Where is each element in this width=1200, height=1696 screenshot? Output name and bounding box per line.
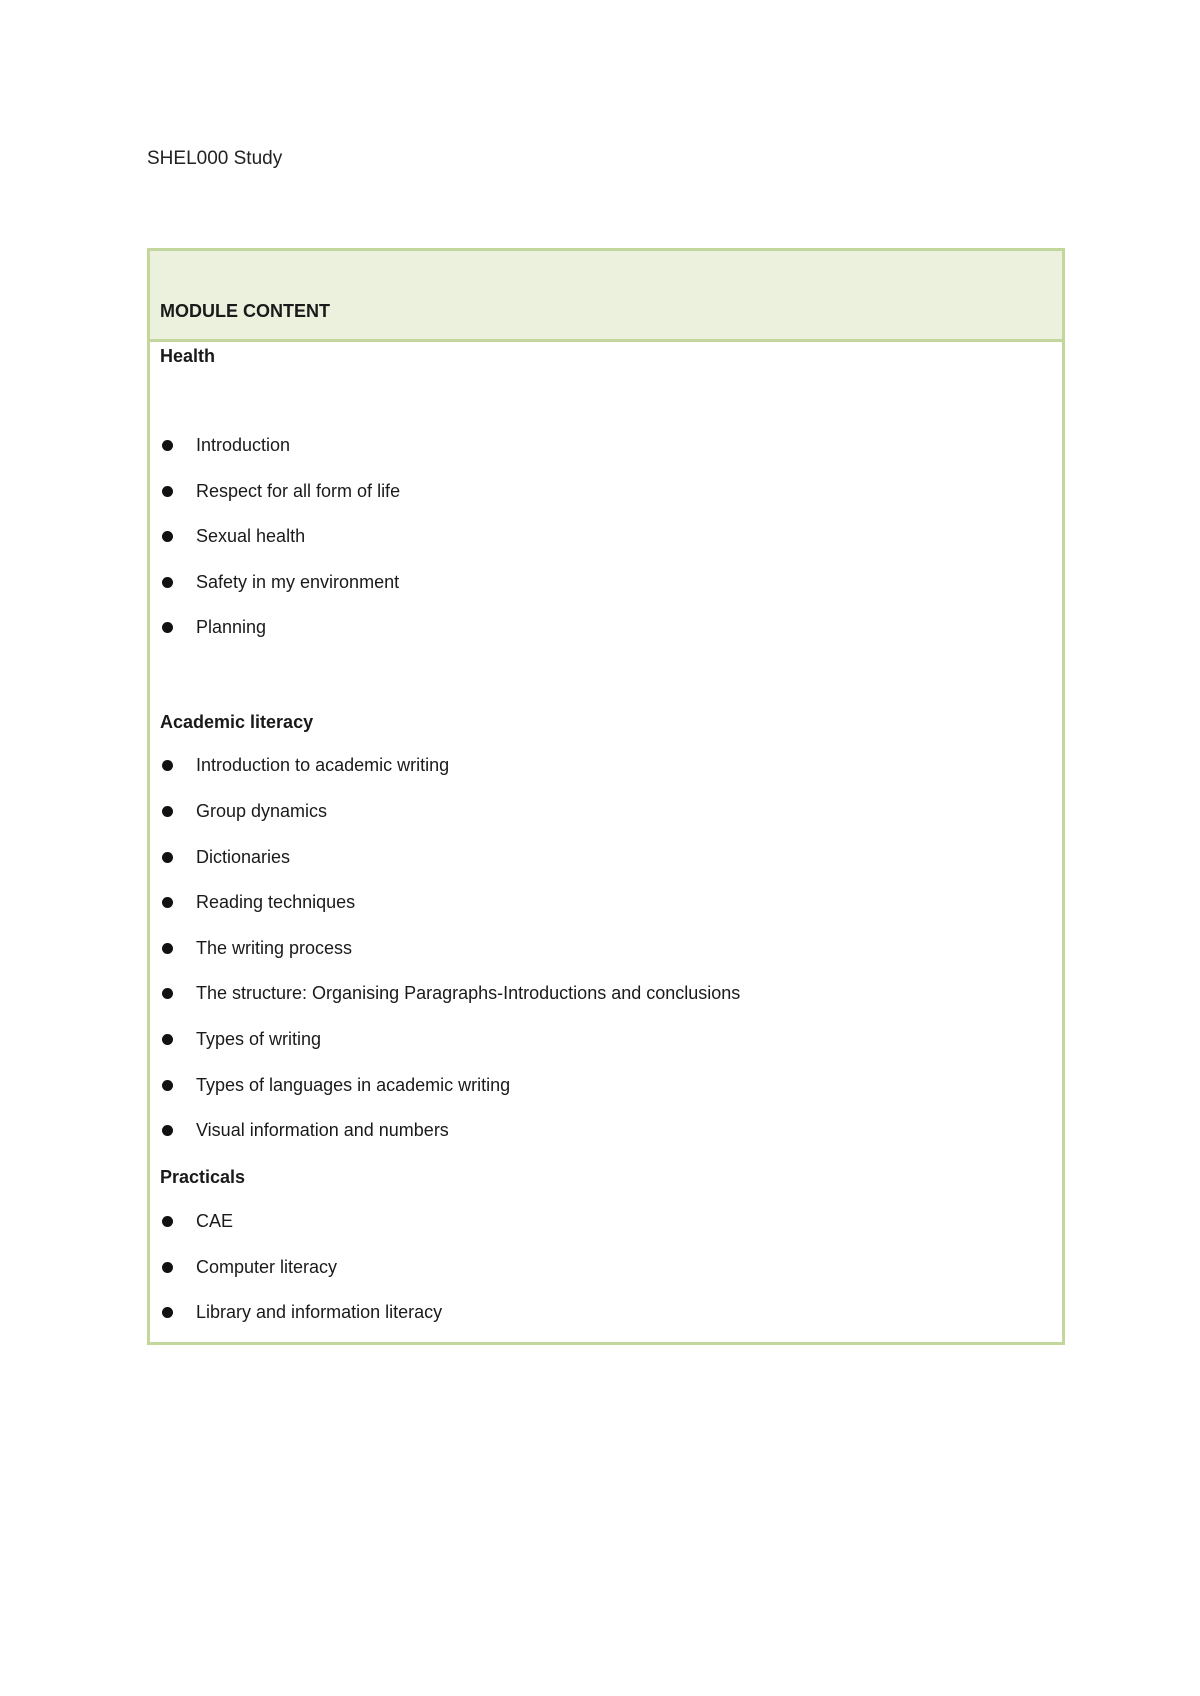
- list-item-label: Group dynamics: [196, 801, 328, 821]
- bullet-icon: [162, 1080, 173, 1091]
- list-item-label: Sexual health: [196, 526, 306, 546]
- bullet-icon: [162, 577, 173, 588]
- list-item: [160, 1208, 234, 1234]
- bullet-icon: [162, 1034, 173, 1045]
- bullet-icon: [162, 988, 173, 999]
- bullet-icon: [162, 622, 173, 633]
- bullet-icon: [162, 1216, 173, 1227]
- table-title: MODULE CONTENT: [160, 301, 330, 321]
- list-item: [160, 889, 356, 915]
- list-item-label: Computer literacy: [196, 1257, 338, 1277]
- list-item: [160, 569, 400, 595]
- bullet-icon: [162, 1262, 173, 1273]
- section-title-health: Health: [160, 346, 216, 366]
- bullet-icon: [162, 852, 173, 863]
- page-header: SHEL000 Study: [147, 148, 283, 169]
- list-item-label: Respect for all form of life: [196, 481, 401, 501]
- section-title-academic-literacy: Academic literacy: [160, 712, 314, 732]
- list-item: [160, 1026, 322, 1052]
- list-item: [160, 844, 291, 870]
- list-item-label: Safety in my environment: [196, 572, 400, 592]
- table-header: [150, 251, 1062, 342]
- list-item-label: Types of languages in academic writing: [196, 1075, 511, 1095]
- bullet-icon: [162, 760, 173, 771]
- list-item-label: Dictionaries: [196, 847, 291, 867]
- list-item: [160, 432, 291, 458]
- list-item: [160, 935, 353, 961]
- bullet-icon: [162, 943, 173, 954]
- list-item: [160, 1299, 443, 1325]
- bullet-icon: [162, 806, 173, 817]
- section-title-practicals: Practicals: [160, 1167, 246, 1187]
- bullet-icon: [162, 1307, 173, 1318]
- list-item: [160, 980, 741, 1006]
- list-item-label: Library and information literacy: [196, 1302, 443, 1322]
- list-item-label: CAE: [196, 1211, 234, 1231]
- list-item-label: Planning: [196, 617, 267, 637]
- list-item-label: The writing process: [196, 938, 353, 958]
- list-item: [160, 798, 328, 824]
- list-item: [160, 523, 306, 549]
- bullet-icon: [162, 440, 173, 451]
- list-item: [160, 752, 450, 778]
- bullet-icon: [162, 897, 173, 908]
- list-item: [160, 1117, 449, 1143]
- list-item-label: Reading techniques: [196, 892, 356, 912]
- bullet-icon: [162, 1125, 173, 1136]
- bullet-icon: [162, 531, 173, 542]
- list-item-label: Types of writing: [196, 1029, 322, 1049]
- list-item-label: The structure: Organising Paragraphs-Introductions and conclusions: [196, 983, 741, 1003]
- list-item-label: Visual information and numbers: [196, 1120, 449, 1140]
- list-item-label: Introduction: [196, 435, 291, 455]
- module-content-table: [147, 248, 1065, 1345]
- list-item: [160, 614, 267, 640]
- list-item: [160, 1072, 511, 1098]
- list-item: [160, 478, 401, 504]
- bullet-icon: [162, 486, 173, 497]
- list-item-label: Introduction to academic writing: [196, 755, 450, 775]
- list-item: [160, 1254, 338, 1280]
